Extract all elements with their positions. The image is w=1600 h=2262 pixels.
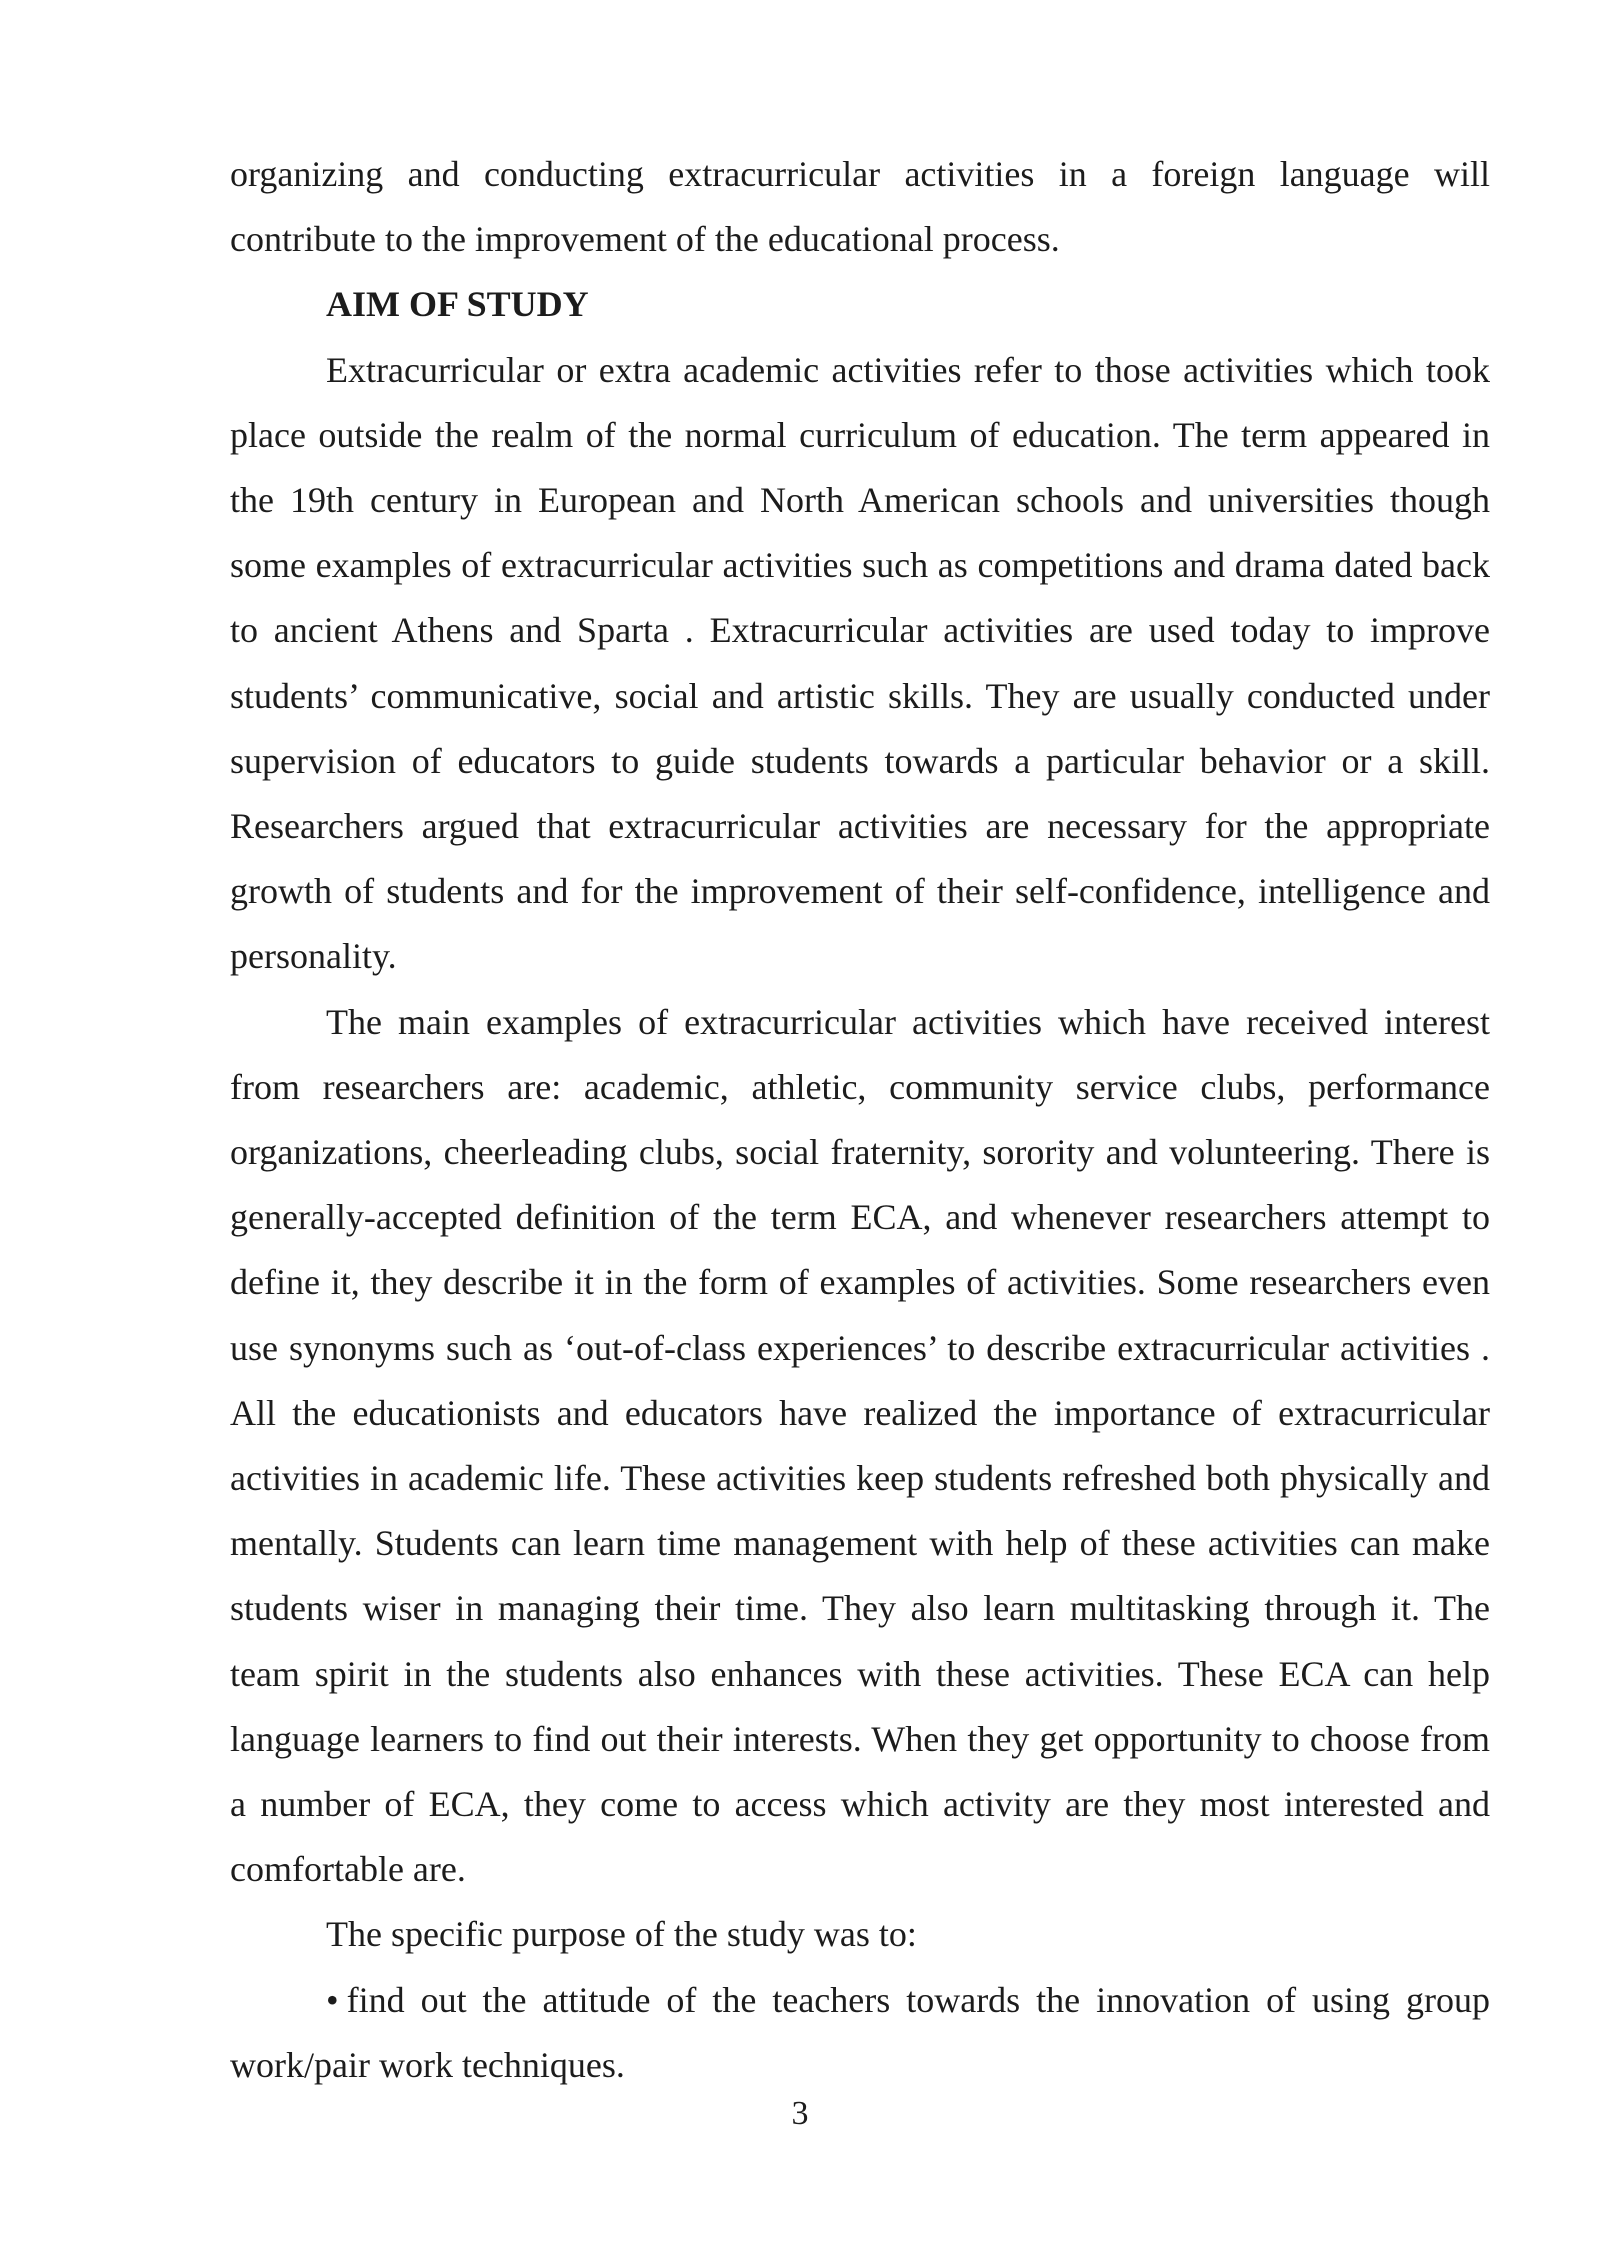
bullet-icon: •	[326, 1979, 339, 2020]
paragraph-2: The main examples of extracurricular activities which have received interest from researchers are: academic, athletic, community service clubs, performance organizations, cheerleading clubs, social fraternity, sorority and volunteering. There is generally-accepted definition of the term ECA, and whenever researchers attempt to define it, they describe it in the form of examples of activities. Some researchers even use synonyms such as ‘out-of-class experiences’ to describe extracurricular activities . All the educationists and educators have realized the importance of extracurricular activities in academic life. These activities keep students refreshed both physically and mentally. Students can learn time management with help of these activities can make students wiser in managing their time. They also learn multitasking through it. The team spirit in the students also enhances with these activities. These ECA can help language learners to find out their interests. When they get opportunity to choose from a number of ECA, they come to access which activity are they most interested and comfortable are.	[230, 1001, 1490, 1890]
page-number: 3	[791, 2095, 809, 2132]
bullet-text: find out the attitude of the teachers towards the innovation of using group work/pair work techniques.	[230, 1979, 1490, 2085]
paragraph-intro-continuation: organizing and conducting extracurricular activities in a foreign language will contribute to the improvement of the educational process.	[230, 154, 1490, 260]
section-heading: AIM OF STUDY	[326, 284, 589, 325]
bullet-item	[230, 1968, 1490, 2098]
paragraph-1: Extracurricular or extra academic activities refer to those activities which took place outside the realm of the normal curriculum of education. The term appeared in the 19th century in European and North American schools and universities though some examples of extracurricular activities such as competitions and drama dated back to ancient Athens and Sparta . Extracurricular activities are used today to improve students’ communicative, social and artistic skills. They are usually conducted under supervision of educators to guide students towards a particular behavior or a skill. Researchers argued that extracurricular activities are necessary for the appropriate growth of students and for the improvement of their self-confidence, intelligence and personality.	[230, 349, 1490, 977]
document-page	[230, 142, 1490, 2098]
paragraph-3: The specific purpose of the study was to:	[326, 1914, 917, 1955]
